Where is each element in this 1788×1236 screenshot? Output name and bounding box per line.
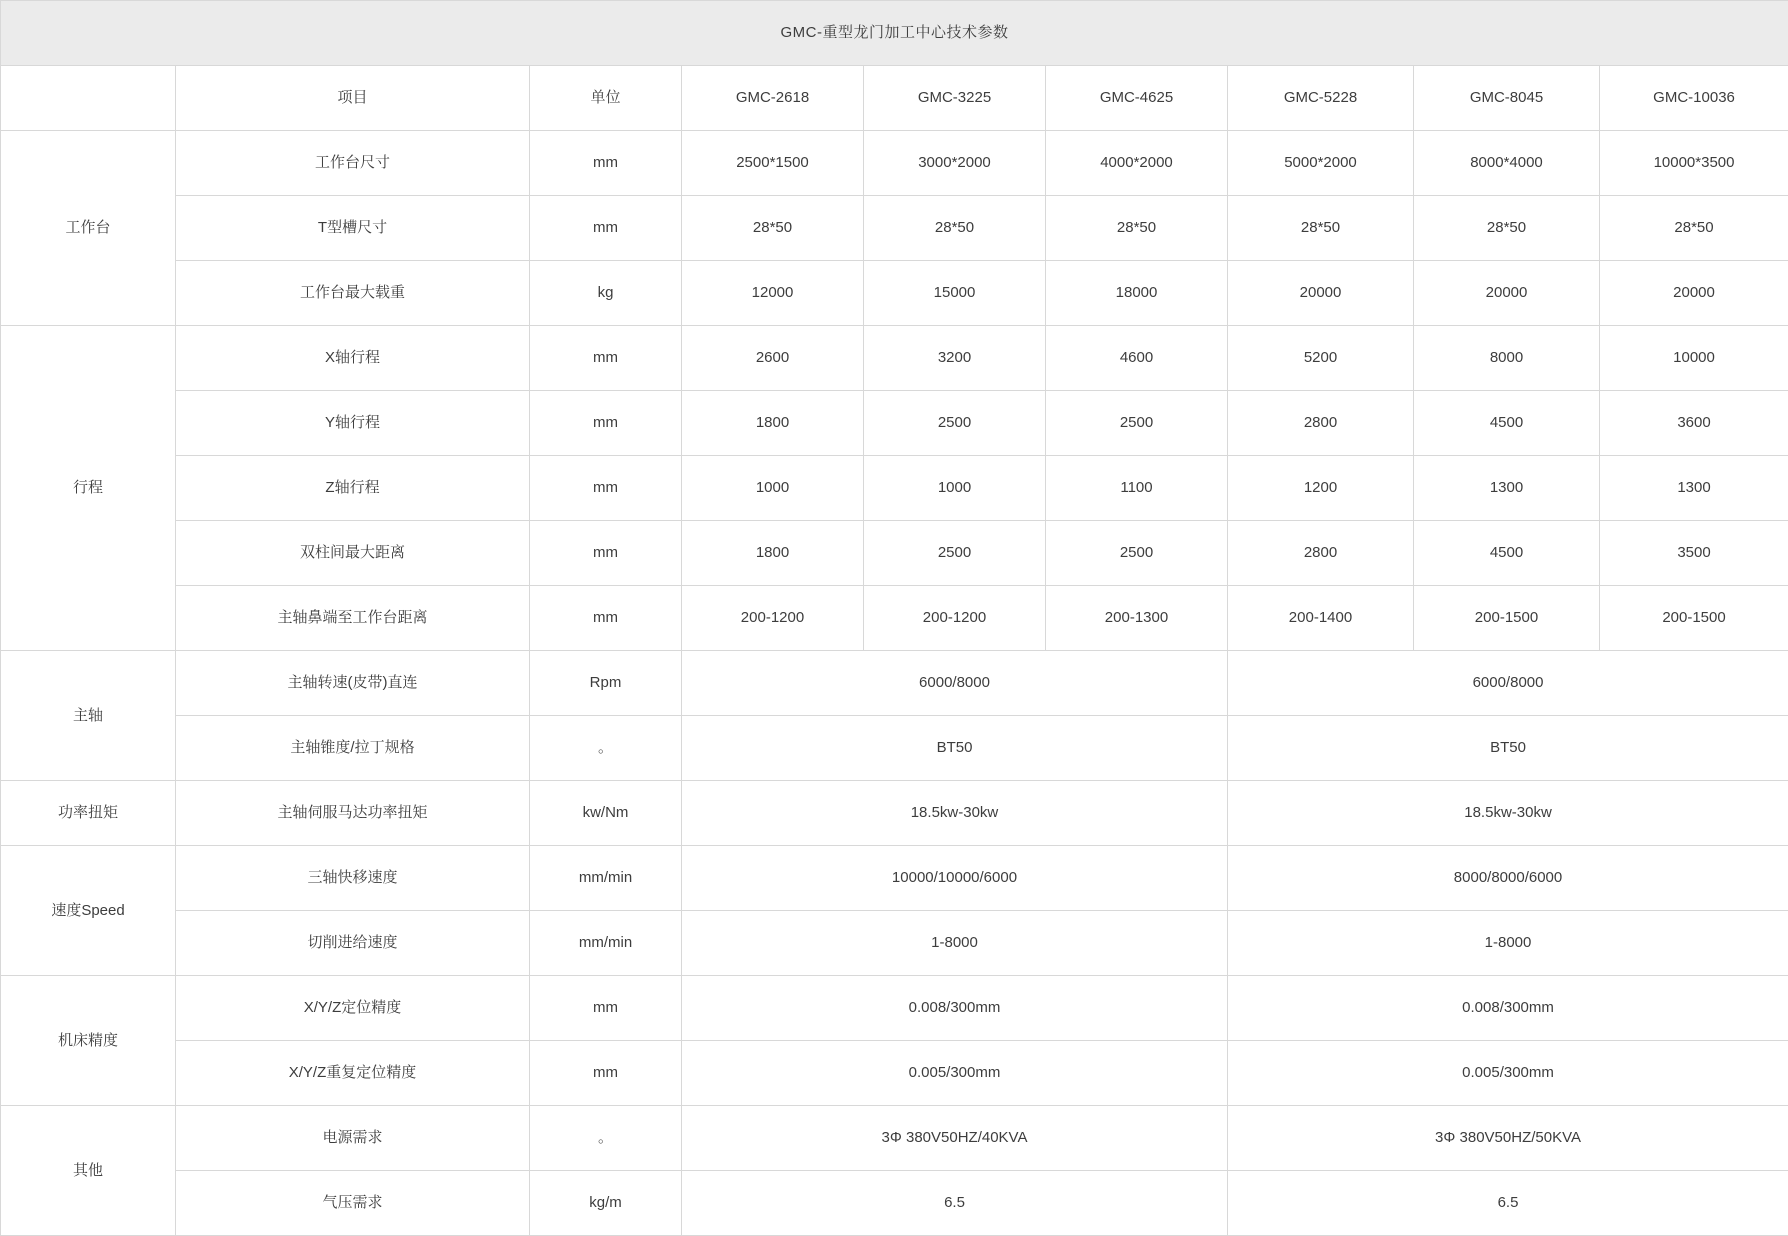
- row-value: 2500: [864, 521, 1046, 586]
- row-value: 1000: [682, 456, 864, 521]
- table-title-row: [1, 1, 1788, 66]
- row-value: 1800: [682, 521, 864, 586]
- row-unit-label: 。: [530, 1106, 682, 1171]
- header-unit-label: 单位: [530, 66, 682, 131]
- header-model-6: GMC-10036: [1600, 66, 1788, 131]
- header-model-5: GMC-8045: [1414, 66, 1600, 131]
- row-item-label: 主轴转速(皮带)直连: [176, 651, 530, 716]
- row-unit-label: mm: [530, 976, 682, 1041]
- row-item-label: X/Y/Z重复定位精度: [176, 1041, 530, 1106]
- group-label: 功率扭矩: [1, 781, 176, 846]
- row-value-merged-right: 0.008/300mm: [1228, 976, 1788, 1041]
- row-unit-label: mm: [530, 521, 682, 586]
- row-item-label: 主轴锥度/拉丁规格: [176, 716, 530, 781]
- row-value: 4500: [1414, 391, 1600, 456]
- row-value: 1100: [1046, 456, 1228, 521]
- row-unit-label: mm: [530, 326, 682, 391]
- header-model-1: GMC-2618: [682, 66, 864, 131]
- row-value: 1000: [864, 456, 1046, 521]
- row-item-label: 双柱间最大距离: [176, 521, 530, 586]
- row-item-label: 主轴伺服马达功率扭矩: [176, 781, 530, 846]
- row-value: 28*50: [1414, 196, 1600, 261]
- row-unit-label: 。: [530, 716, 682, 781]
- row-value-merged-left: 18.5kw-30kw: [682, 781, 1228, 846]
- row-item-label: T型槽尺寸: [176, 196, 530, 261]
- row-unit-label: kw/Nm: [530, 781, 682, 846]
- row-item-label: X/Y/Z定位精度: [176, 976, 530, 1041]
- row-value: 2600: [682, 326, 864, 391]
- table-row: [1, 911, 1788, 976]
- row-value: 4600: [1046, 326, 1228, 391]
- table-row: [1, 391, 1788, 456]
- row-value: 200-1400: [1228, 586, 1414, 651]
- row-value: 4500: [1414, 521, 1600, 586]
- row-value: 28*50: [682, 196, 864, 261]
- row-value: 20000: [1414, 261, 1600, 326]
- row-unit-label: mm: [530, 586, 682, 651]
- row-value: 200-1500: [1600, 586, 1788, 651]
- row-value: 3500: [1600, 521, 1788, 586]
- row-item-label: 工作台尺寸: [176, 131, 530, 196]
- row-value: 4000*2000: [1046, 131, 1228, 196]
- group-label: 机床精度: [1, 976, 176, 1106]
- row-value: 28*50: [1600, 196, 1788, 261]
- row-value-merged-right: 3Φ 380V50HZ/50KVA: [1228, 1106, 1788, 1171]
- group-label: 行程: [1, 326, 176, 651]
- row-value: 1800: [682, 391, 864, 456]
- table-row: [1, 196, 1788, 261]
- header-model-3: GMC-4625: [1046, 66, 1228, 131]
- row-item-label: 工作台最大载重: [176, 261, 530, 326]
- row-value: 15000: [864, 261, 1046, 326]
- row-item-label: 主轴鼻端至工作台距离: [176, 586, 530, 651]
- table-row: [1, 781, 1788, 846]
- row-unit-label: kg: [530, 261, 682, 326]
- row-unit-label: mm: [530, 391, 682, 456]
- row-value: 8000: [1414, 326, 1600, 391]
- row-value: 5000*2000: [1228, 131, 1414, 196]
- table-row: [1, 261, 1788, 326]
- table-row: [1, 131, 1788, 196]
- row-unit-label: mm: [530, 456, 682, 521]
- row-unit-label: Rpm: [530, 651, 682, 716]
- row-item-label: 电源需求: [176, 1106, 530, 1171]
- row-value: 28*50: [1228, 196, 1414, 261]
- row-value-merged-right: 8000/8000/6000: [1228, 846, 1788, 911]
- row-value: 2500: [864, 391, 1046, 456]
- row-value: 1300: [1414, 456, 1600, 521]
- row-value: 10000*3500: [1600, 131, 1788, 196]
- table-row: [1, 521, 1788, 586]
- row-value: 5200: [1228, 326, 1414, 391]
- row-value-merged-left: 0.008/300mm: [682, 976, 1228, 1041]
- row-value-merged-left: BT50: [682, 716, 1228, 781]
- row-item-label: 切削进给速度: [176, 911, 530, 976]
- table-row: [1, 586, 1788, 651]
- row-value-merged-right: 0.005/300mm: [1228, 1041, 1788, 1106]
- header-item-label: 项目: [176, 66, 530, 131]
- row-item-label: Y轴行程: [176, 391, 530, 456]
- row-value: 200-1200: [682, 586, 864, 651]
- row-value: 2800: [1228, 521, 1414, 586]
- row-value-merged-left: 10000/10000/6000: [682, 846, 1228, 911]
- row-unit-label: mm/min: [530, 846, 682, 911]
- row-value: 1300: [1600, 456, 1788, 521]
- row-value-merged-right: 6000/8000: [1228, 651, 1788, 716]
- row-unit-label: mm: [530, 131, 682, 196]
- table-row: [1, 716, 1788, 781]
- row-item-label: 三轴快移速度: [176, 846, 530, 911]
- row-value: 8000*4000: [1414, 131, 1600, 196]
- header-model-2: GMC-3225: [864, 66, 1046, 131]
- row-value: 2500*1500: [682, 131, 864, 196]
- row-value-merged-left: 6.5: [682, 1171, 1228, 1236]
- group-label: 工作台: [1, 131, 176, 326]
- group-label: 主轴: [1, 651, 176, 781]
- row-value-merged-left: 3Φ 380V50HZ/40KVA: [682, 1106, 1228, 1171]
- row-value: 2500: [1046, 521, 1228, 586]
- group-label: 其他: [1, 1106, 176, 1236]
- row-value: 3200: [864, 326, 1046, 391]
- row-value: 3600: [1600, 391, 1788, 456]
- table-row: [1, 651, 1788, 716]
- row-value: 1200: [1228, 456, 1414, 521]
- row-item-label: 气压需求: [176, 1171, 530, 1236]
- row-unit-label: mm: [530, 196, 682, 261]
- table-header-row: [1, 66, 1788, 131]
- header-group-blank: [1, 66, 176, 131]
- page-title: GMC-重型龙门加工中心技术参数: [1, 1, 1788, 66]
- row-value: 20000: [1600, 261, 1788, 326]
- row-value: 200-1500: [1414, 586, 1600, 651]
- row-value: 2800: [1228, 391, 1414, 456]
- row-value-merged-left: 6000/8000: [682, 651, 1228, 716]
- row-value: 2500: [1046, 391, 1228, 456]
- row-value-merged-left: 1-8000: [682, 911, 1228, 976]
- row-value: 200-1300: [1046, 586, 1228, 651]
- row-value-merged-right: 1-8000: [1228, 911, 1788, 976]
- row-unit-label: kg/m: [530, 1171, 682, 1236]
- row-unit-label: mm: [530, 1041, 682, 1106]
- row-value-merged-right: BT50: [1228, 716, 1788, 781]
- table-row: [1, 846, 1788, 911]
- row-value-merged-left: 0.005/300mm: [682, 1041, 1228, 1106]
- table-row: [1, 456, 1788, 521]
- row-value: 10000: [1600, 326, 1788, 391]
- header-model-4: GMC-5228: [1228, 66, 1414, 131]
- table-row: [1, 326, 1788, 391]
- table-row: [1, 1041, 1788, 1106]
- table-row: [1, 1171, 1788, 1236]
- table-row: [1, 1106, 1788, 1171]
- row-value: 20000: [1228, 261, 1414, 326]
- row-item-label: X轴行程: [176, 326, 530, 391]
- row-value: 12000: [682, 261, 864, 326]
- row-value-merged-right: 18.5kw-30kw: [1228, 781, 1788, 846]
- row-value: 18000: [1046, 261, 1228, 326]
- group-label: 速度Speed: [1, 846, 176, 976]
- row-value: 3000*2000: [864, 131, 1046, 196]
- row-value: 28*50: [864, 196, 1046, 261]
- row-value: 28*50: [1046, 196, 1228, 261]
- row-unit-label: mm/min: [530, 911, 682, 976]
- row-value: 200-1200: [864, 586, 1046, 651]
- row-value-merged-right: 6.5: [1228, 1171, 1788, 1236]
- table-row: [1, 976, 1788, 1041]
- row-item-label: Z轴行程: [176, 456, 530, 521]
